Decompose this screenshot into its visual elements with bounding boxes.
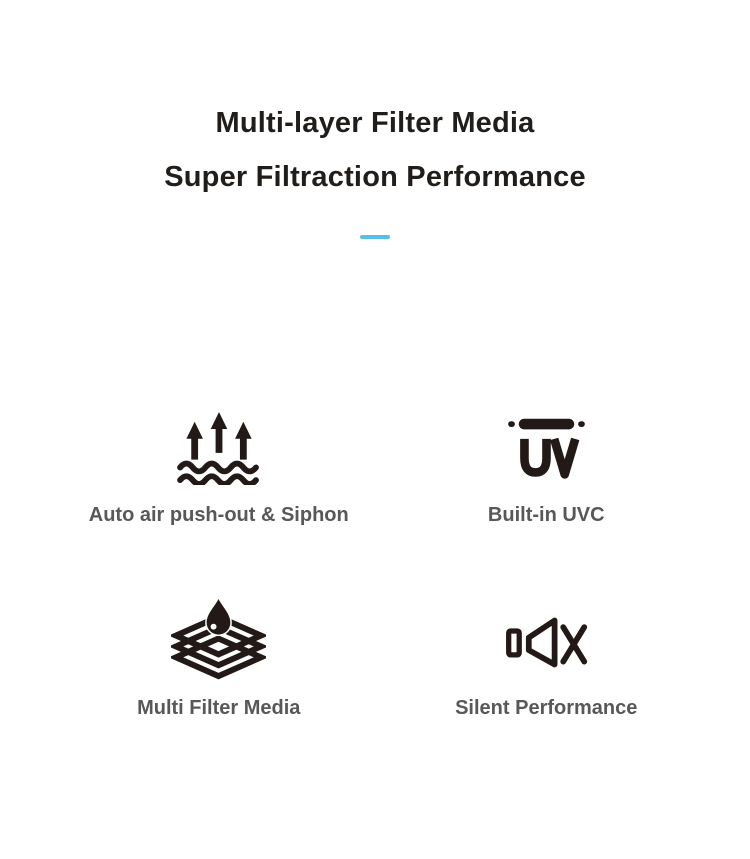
features-grid (55, 406, 710, 720)
title-line-2: Super Filtraction Performance (164, 161, 586, 193)
feature-air-push-out (55, 406, 383, 527)
uv-lamp-icon (506, 406, 587, 490)
feature-built-in-uvc (383, 406, 711, 527)
accent-divider (360, 235, 390, 239)
muted-speaker-icon (502, 599, 590, 683)
feature-label: Multi Filter Media (137, 697, 301, 719)
air-push-out-icon (174, 406, 264, 490)
section-title (0, 96, 750, 204)
title-line-1: Multi-layer Filter Media (215, 107, 535, 139)
feature-label: Built-in UVC (487, 504, 605, 526)
feature-multi-filter-media (55, 599, 383, 720)
feature-label: Silent Performance (455, 697, 638, 719)
feature-silent-performance (383, 599, 711, 720)
filter-layers-icon (171, 599, 266, 683)
feature-label: Auto air push-out & Siphon (88, 504, 349, 526)
